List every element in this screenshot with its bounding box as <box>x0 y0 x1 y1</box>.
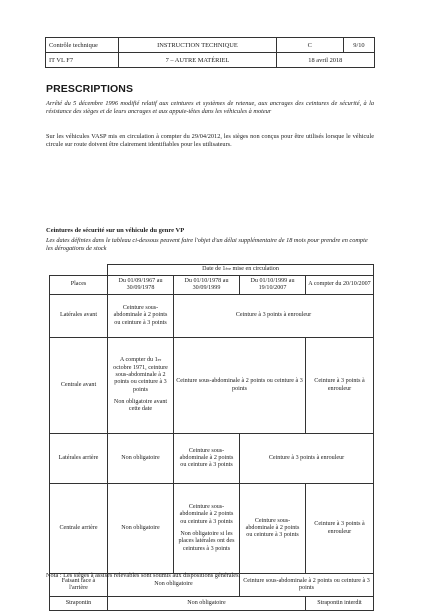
period-header: A compter du 20/10/2007 <box>306 276 374 295</box>
table-cell: Ceinture à 3 points à enrouleur <box>306 338 374 434</box>
table-cell: Ceinture sous-abdominale à 2 points ou ceinture à 3 points <box>108 295 174 338</box>
table-cell: A compter du 1er octobre 1971, ceinture sous-abdominale à 2 points ou ceinture à 3 points Non obligatoire avant cette date <box>108 338 174 434</box>
header-reference: IT VL F7 <box>46 53 119 68</box>
intro-paragraph: Sur les véhicules VASP mis en circulation à compter du 29/04/2012, les sièges non conçus pour être utilisés lorsque le véhicule circule sur route doivent être clairement identifiables pour les utilisateurs. <box>46 133 374 149</box>
row-label: Centrale arrière <box>50 484 108 574</box>
header-revision: C <box>276 38 343 53</box>
places-header: Places <box>50 276 108 295</box>
period-header: Du 01/09/1967 au 30/09/1978 <box>108 276 174 295</box>
document-header <box>45 37 375 68</box>
row-label: Latérales arrière <box>50 434 108 484</box>
row-label: Centrale avant <box>50 338 108 434</box>
table-cell: Ceinture sous-abdominale à 2 points ou ceinture à 3 points <box>174 434 240 484</box>
subsection-note: Les dates définies dans le tableau ci-dessous peuvent faire l'objet d'un délai supplémentaire de 18 mois pour prendre en compte les dérogations de stock <box>46 237 368 253</box>
table-cell: Ceinture à 3 points à enrouleur <box>306 484 374 574</box>
table-cell: Ceinture à 3 points à enrouleur <box>240 434 374 484</box>
table-cell: Ceinture à 3 points à enrouleur <box>174 295 374 338</box>
table-cell: Non obligatoire <box>108 597 306 611</box>
table-cell: Strapontin interdit <box>306 597 374 611</box>
header-chapter: 7 – AUTRE MATÉRIEL <box>119 53 276 68</box>
row-label: Latérales avant <box>50 295 108 338</box>
row-label: Faisant face à l'arrière <box>50 574 108 597</box>
footnote: Nota : Les sièges à assises relevables sont soumis aux dispositions générales. <box>46 572 241 579</box>
date-header: Date de 1ère mise en circulation <box>108 265 374 276</box>
header-page: 9/10 <box>343 38 374 53</box>
table-corner <box>50 265 108 276</box>
table-cell: Ceinture sous-abdominale à 2 points ou ceinture à 3 points <box>240 484 306 574</box>
subsection-title: Ceintures de sécurité sur un véhicule du genre VP <box>46 227 185 234</box>
header-doc-type: INSTRUCTION TECHNIQUE <box>119 38 276 53</box>
period-header: Du 01/10/1978 au 30/09/1999 <box>174 276 240 295</box>
seatbelt-table <box>49 264 374 611</box>
section-title: PRESCRIPTIONS <box>46 83 134 95</box>
table-cell: Non obligatoire <box>108 574 240 597</box>
header-date: 18 avril 2018 <box>276 53 374 68</box>
period-header: Du 01/10/1999 au 19/10/2007 <box>240 276 306 295</box>
row-label: Strapontin <box>50 597 108 611</box>
table-cell: Non obligatoire <box>108 434 174 484</box>
table-cell: Non obligatoire <box>108 484 174 574</box>
table-cell: Ceinture sous-abdominale à 2 points ou ceinture à 3 points Non obligatoire si les places latérales ont des ceintures à 3 points <box>174 484 240 574</box>
table-cell: Ceinture sous-abdominale à 2 points ou ceinture à 3 points <box>174 338 306 434</box>
table-cell: Ceinture sous-abdominale à 2 points ou ceinture à 3 points <box>240 574 374 597</box>
header-domain: Contrôle technique <box>46 38 119 53</box>
regulation-reference: Arrêté du 5 décembre 1996 modifié relatif aux ceintures et systèmes de retenue, aux ancrages des ceintures de sécurité, à la résistance des sièges et de leurs ancrages et aux appuie-têtes dans les véhicules à moteur <box>46 100 374 116</box>
